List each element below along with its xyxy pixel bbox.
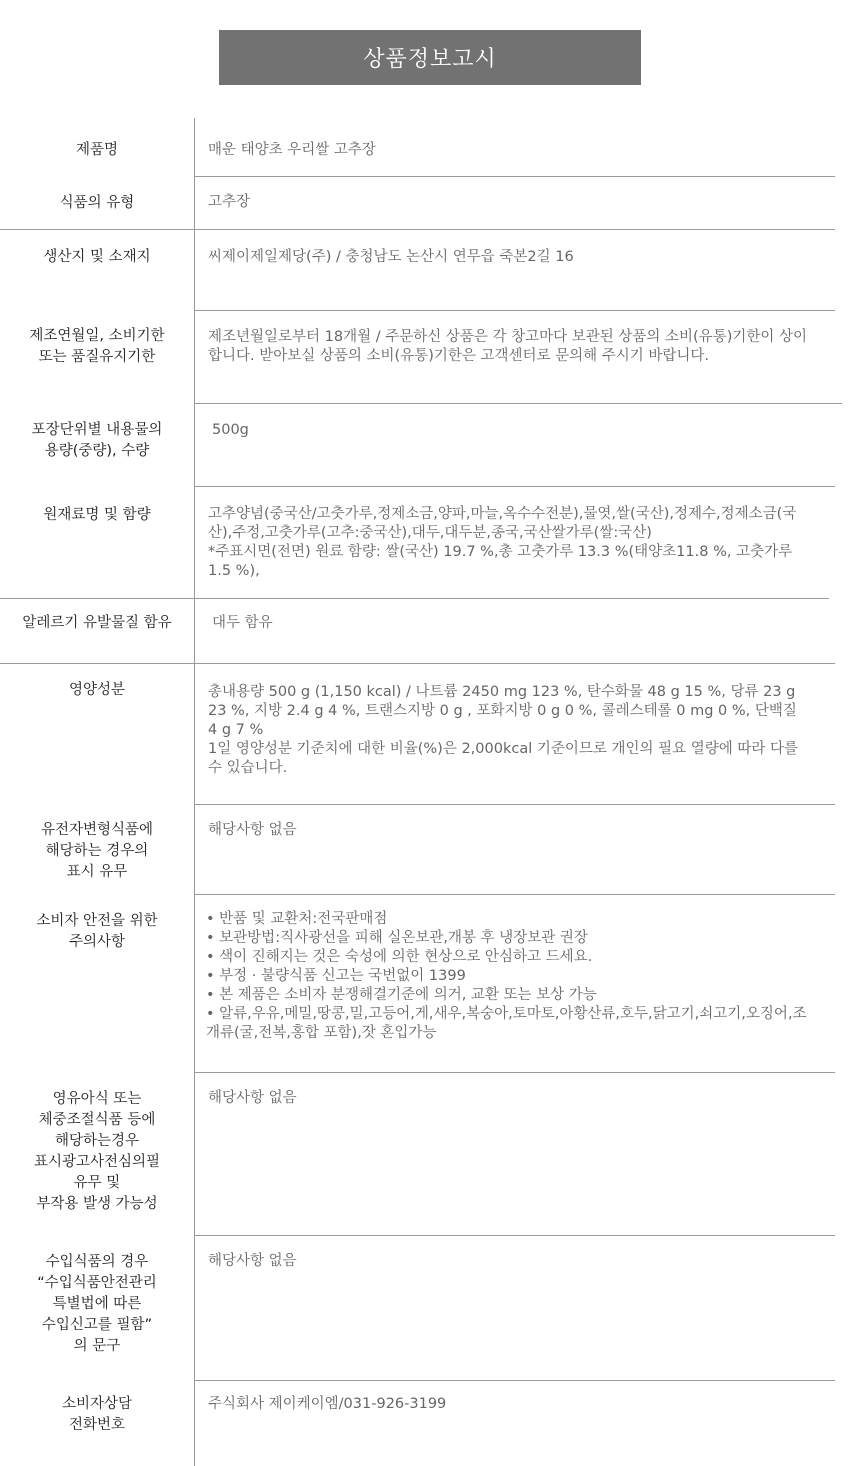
row-label-imported: 수입식품의 경우 “수입식품안전관리 특별법에 따른 수입신고를 필함” 의 문구 [37,1254,157,1354]
safety-bullet: • 본 제품은 소비자 분쟁해결기준에 의거, 교환 또는 보상 가능 [206,987,597,1003]
row-label-quantity: 포장단위별 내용물의 용량(중량), 수량 [31,422,163,459]
safety-bullet: • 색이 진해지는 것은 숙성에 의한 현상으로 안심하고 드세요. [206,949,593,965]
safety-bullet: • 보관방법:직사광선을 피해 실온보관,개봉 후 냉장보관 권장 [206,930,588,946]
row-divider [0,229,835,230]
row-value-infant-diet: 해당사항 없음 [208,1090,297,1106]
row-label-product-name: 제품명 [75,142,119,158]
row-divider [194,1235,835,1236]
row-value-origin: 씨제이제일제당(주) / 충청남도 논산시 연무읍 죽본2길 16 [208,249,574,265]
row-value-product-name: 매운 태양초 우리쌀 고추장 [208,142,376,158]
row-label-allergens: 알레르기 유발물질 함유 [22,615,172,631]
row-divider [194,894,835,895]
row-value-safety [206,910,840,1043]
row-value-allergens: 대두 함유 [212,615,273,631]
row-divider [194,310,835,311]
row-divider [194,403,842,404]
row-label-contact: 소비자상담 전화번호 [61,1396,133,1433]
row-divider [0,663,835,664]
row-label-infant-diet: 영유아식 또는 체중조절식품 등에 해당하는경우 표시광고사전심의필 유무 및 부작용 발생 가능성 [33,1091,161,1212]
row-label-ingredients: 원재료명 및 함량 [43,507,151,523]
safety-bullet: • 부정 · 불량식품 신고는 국번없이 1399 [206,968,466,984]
page-title: 상품정보고시 [219,30,641,85]
safety-bullet: • 알류,우유,메밀,땅콩,밀,고등어,게,새우,복숭아,토마토,아황산류,호두,닭고기,쇠고기,오징어,조 [206,1006,807,1022]
safety-bullet: 개류(굴,전복,홍합 포함),잣 혼입가능 [206,1025,437,1041]
row-value-contact: 주식회사 제이케이엠/031-926-3199 [208,1396,447,1412]
row-divider [194,176,835,177]
row-divider [194,486,835,487]
row-label-food-type: 식품의 유형 [59,195,135,211]
row-label-expiry: 제조연월일, 소비기한 또는 품질유지기한 [29,328,165,365]
row-value-nutrition: 총내용량 500 g (1,150 kcal) / 나트륨 2450 mg 123 %, 탄수화물 48 g 15 %, 당류 23 g 23 %, 지방 2.4 g 4 %, 트랜스지방 0 g , 포화지방 0 g 0 %, 콜레스테롤 0 mg 0 %, 단백질 4 g 7 % 1일 영양성분 기준치에 대한 비율(%)은 2,000kcal 기준이므로 개인의 필요 열량에 따라 다를 수 있습니다. [208,684,799,776]
row-value-food-type: 고추장 [208,194,251,210]
row-divider [194,1072,835,1073]
row-divider [194,804,835,805]
row-divider [0,598,829,599]
row-value-ingredients: 고추양념(중국산/고춧가루,정제소금,양파,마늘,옥수수전분),물엿,쌀(국산),정제수,정제소금(국 산),주정,고춧가루(고추:중국산),대두,대두분,종국,국산쌀가루(쌀:국산) *주표시면(전면) 원료 함량: 쌀(국산) 19.7 %,총 고춧가루 13.3 %(태양초11.8 %, 고춧가루 1.5 %), [208,506,797,579]
row-value-imported: 해당사항 없음 [208,1253,297,1269]
column-divider [194,118,195,1466]
row-label-origin: 생산지 및 소재지 [43,249,151,265]
row-value-quantity: 500g [212,422,249,438]
row-value-expiry: 제조년월일로부터 18개월 / 주문하신 상품은 각 창고마다 보관된 상품의 소비(유통)기한이 상이 합니다. 받아보실 상품의 소비(유통)기한은 고객센터로 문의해 주시기 바랍니다. [208,329,807,364]
row-label-safety: 소비자 안전을 위한 주의사항 [36,913,158,950]
row-value-gmo: 해당사항 없음 [208,822,297,838]
row-label-gmo: 유전자변형식품에 해당하는 경우의 표시 유무 [40,822,154,880]
row-divider [194,1380,835,1381]
safety-bullet: • 반품 및 교환처:전국판매점 [206,911,388,927]
row-label-nutrition: 영양성분 [68,682,126,698]
